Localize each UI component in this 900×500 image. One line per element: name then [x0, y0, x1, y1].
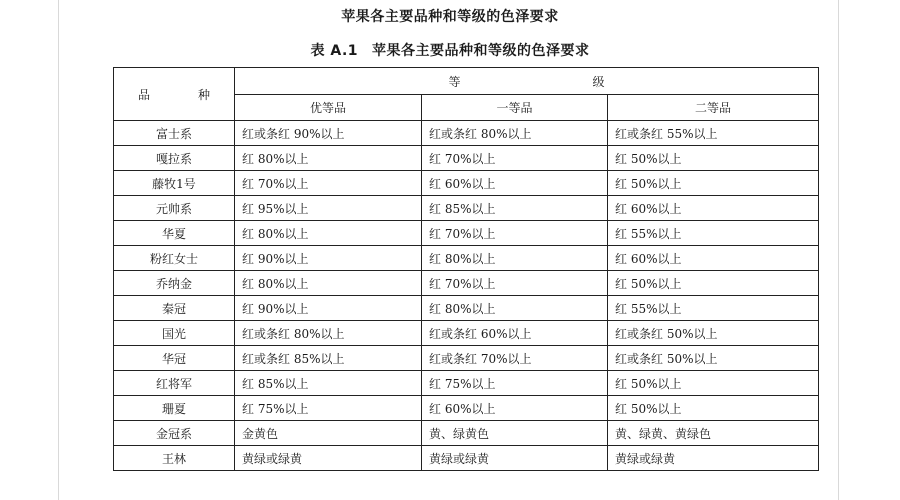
- variety-cell: 元帅系: [114, 196, 235, 221]
- grade-value-cell: 红 90%以上: [235, 296, 422, 321]
- variety-cell: 珊夏: [114, 396, 235, 421]
- grade-value-cell: 红 80%以上: [235, 271, 422, 296]
- grade-value-cell: 红 75%以上: [422, 371, 608, 396]
- grade-value-cell: 红 90%以上: [235, 246, 422, 271]
- grade-value-cell: 黄绿或绿黄: [422, 446, 608, 471]
- grade-value-cell: 红 50%以上: [608, 396, 819, 421]
- variety-cell: 嘎拉系: [114, 146, 235, 171]
- table-caption-title: 苹果各主要品种和等级的色泽要求: [372, 43, 590, 59]
- grade-value-cell: 红 70%以上: [235, 171, 422, 196]
- grade-value-cell: 红或条红 80%以上: [235, 321, 422, 346]
- page-margin-line-right: [838, 0, 839, 500]
- grade-value-cell: 黄、绿黄、黄绿色: [608, 421, 819, 446]
- grade-value-cell: 红 80%以上: [235, 146, 422, 171]
- grade-value-cell: 红 50%以上: [608, 146, 819, 171]
- page-heading: 苹果各主要品种和等级的色泽要求: [341, 9, 559, 25]
- table-row: [114, 196, 819, 221]
- table-caption-number: 表 A.1: [310, 43, 359, 59]
- table-header-row: [114, 68, 819, 95]
- table-row: [114, 221, 819, 246]
- grade-value-cell: 红或条红 50%以上: [608, 321, 819, 346]
- grade-value-cell: 红 55%以上: [608, 296, 819, 321]
- variety-cell: 粉红女士: [114, 246, 235, 271]
- variety-cell: 王林: [114, 446, 235, 471]
- grade-value-cell: 红或条红 60%以上: [422, 321, 608, 346]
- grade-value-cell: 红 85%以上: [422, 196, 608, 221]
- grade-value-cell: 红 75%以上: [235, 396, 422, 421]
- grade-value-cell: 红 50%以上: [608, 271, 819, 296]
- grade-value-cell: 红 80%以上: [422, 296, 608, 321]
- variety-cell: 华冠: [114, 346, 235, 371]
- grade-value-cell: 红或条红 90%以上: [235, 121, 422, 146]
- variety-cell: 华夏: [114, 221, 235, 246]
- grade-value-cell: 红 85%以上: [235, 371, 422, 396]
- table-row: [114, 396, 819, 421]
- grade-value-cell: 红或条红 80%以上: [422, 121, 608, 146]
- table-row: [114, 296, 819, 321]
- grade-value-cell: 红 70%以上: [422, 146, 608, 171]
- variety-cell: 富士系: [114, 121, 235, 146]
- header-grade-group: 等 级: [235, 68, 819, 95]
- header-grade-second: 二等品: [608, 95, 819, 121]
- table-row: [114, 371, 819, 396]
- grade-value-cell: 红 70%以上: [422, 271, 608, 296]
- variety-cell: 藤牧1号: [114, 171, 235, 196]
- variety-cell: 秦冠: [114, 296, 235, 321]
- table-row: [114, 271, 819, 296]
- table-row: [114, 321, 819, 346]
- grade-value-cell: 红或条红 55%以上: [608, 121, 819, 146]
- grade-value-cell: 红 60%以上: [422, 171, 608, 196]
- table-row: [114, 421, 819, 446]
- grade-value-cell: 红或条红 85%以上: [235, 346, 422, 371]
- header-grade-premium: 优等品: [235, 95, 422, 121]
- header-variety: 品 种: [114, 68, 235, 121]
- table-row: [114, 146, 819, 171]
- variety-cell: 红将军: [114, 371, 235, 396]
- grade-value-cell: 黄、绿黄色: [422, 421, 608, 446]
- table-caption: [0, 40, 900, 60]
- grade-value-cell: 红 60%以上: [608, 246, 819, 271]
- table-row: [114, 246, 819, 271]
- table-row: [114, 446, 819, 471]
- variety-cell: 乔纳金: [114, 271, 235, 296]
- page-margin-line-left: [58, 0, 59, 500]
- grade-value-cell: 金黄色: [235, 421, 422, 446]
- grade-value-cell: 红 50%以上: [608, 371, 819, 396]
- grade-value-cell: 红 60%以上: [422, 396, 608, 421]
- table-row: [114, 171, 819, 196]
- grade-value-cell: 红 50%以上: [608, 171, 819, 196]
- table-body: [114, 121, 819, 471]
- table-row: [114, 346, 819, 371]
- grade-value-cell: 红 95%以上: [235, 196, 422, 221]
- grade-value-cell: 黄绿或绿黄: [235, 446, 422, 471]
- header-grade-first: 一等品: [422, 95, 608, 121]
- grade-value-cell: 黄绿或绿黄: [608, 446, 819, 471]
- variety-cell: 国光: [114, 321, 235, 346]
- variety-cell: 金冠系: [114, 421, 235, 446]
- color-requirements-table: [113, 67, 819, 471]
- grade-value-cell: 红 70%以上: [422, 221, 608, 246]
- grade-value-cell: 红 55%以上: [608, 221, 819, 246]
- grade-value-cell: 红 60%以上: [608, 196, 819, 221]
- table-row: [114, 121, 819, 146]
- grade-value-cell: 红或条红 50%以上: [608, 346, 819, 371]
- grade-value-cell: 红 80%以上: [422, 246, 608, 271]
- grade-value-cell: 红或条红 70%以上: [422, 346, 608, 371]
- grade-value-cell: 红 80%以上: [235, 221, 422, 246]
